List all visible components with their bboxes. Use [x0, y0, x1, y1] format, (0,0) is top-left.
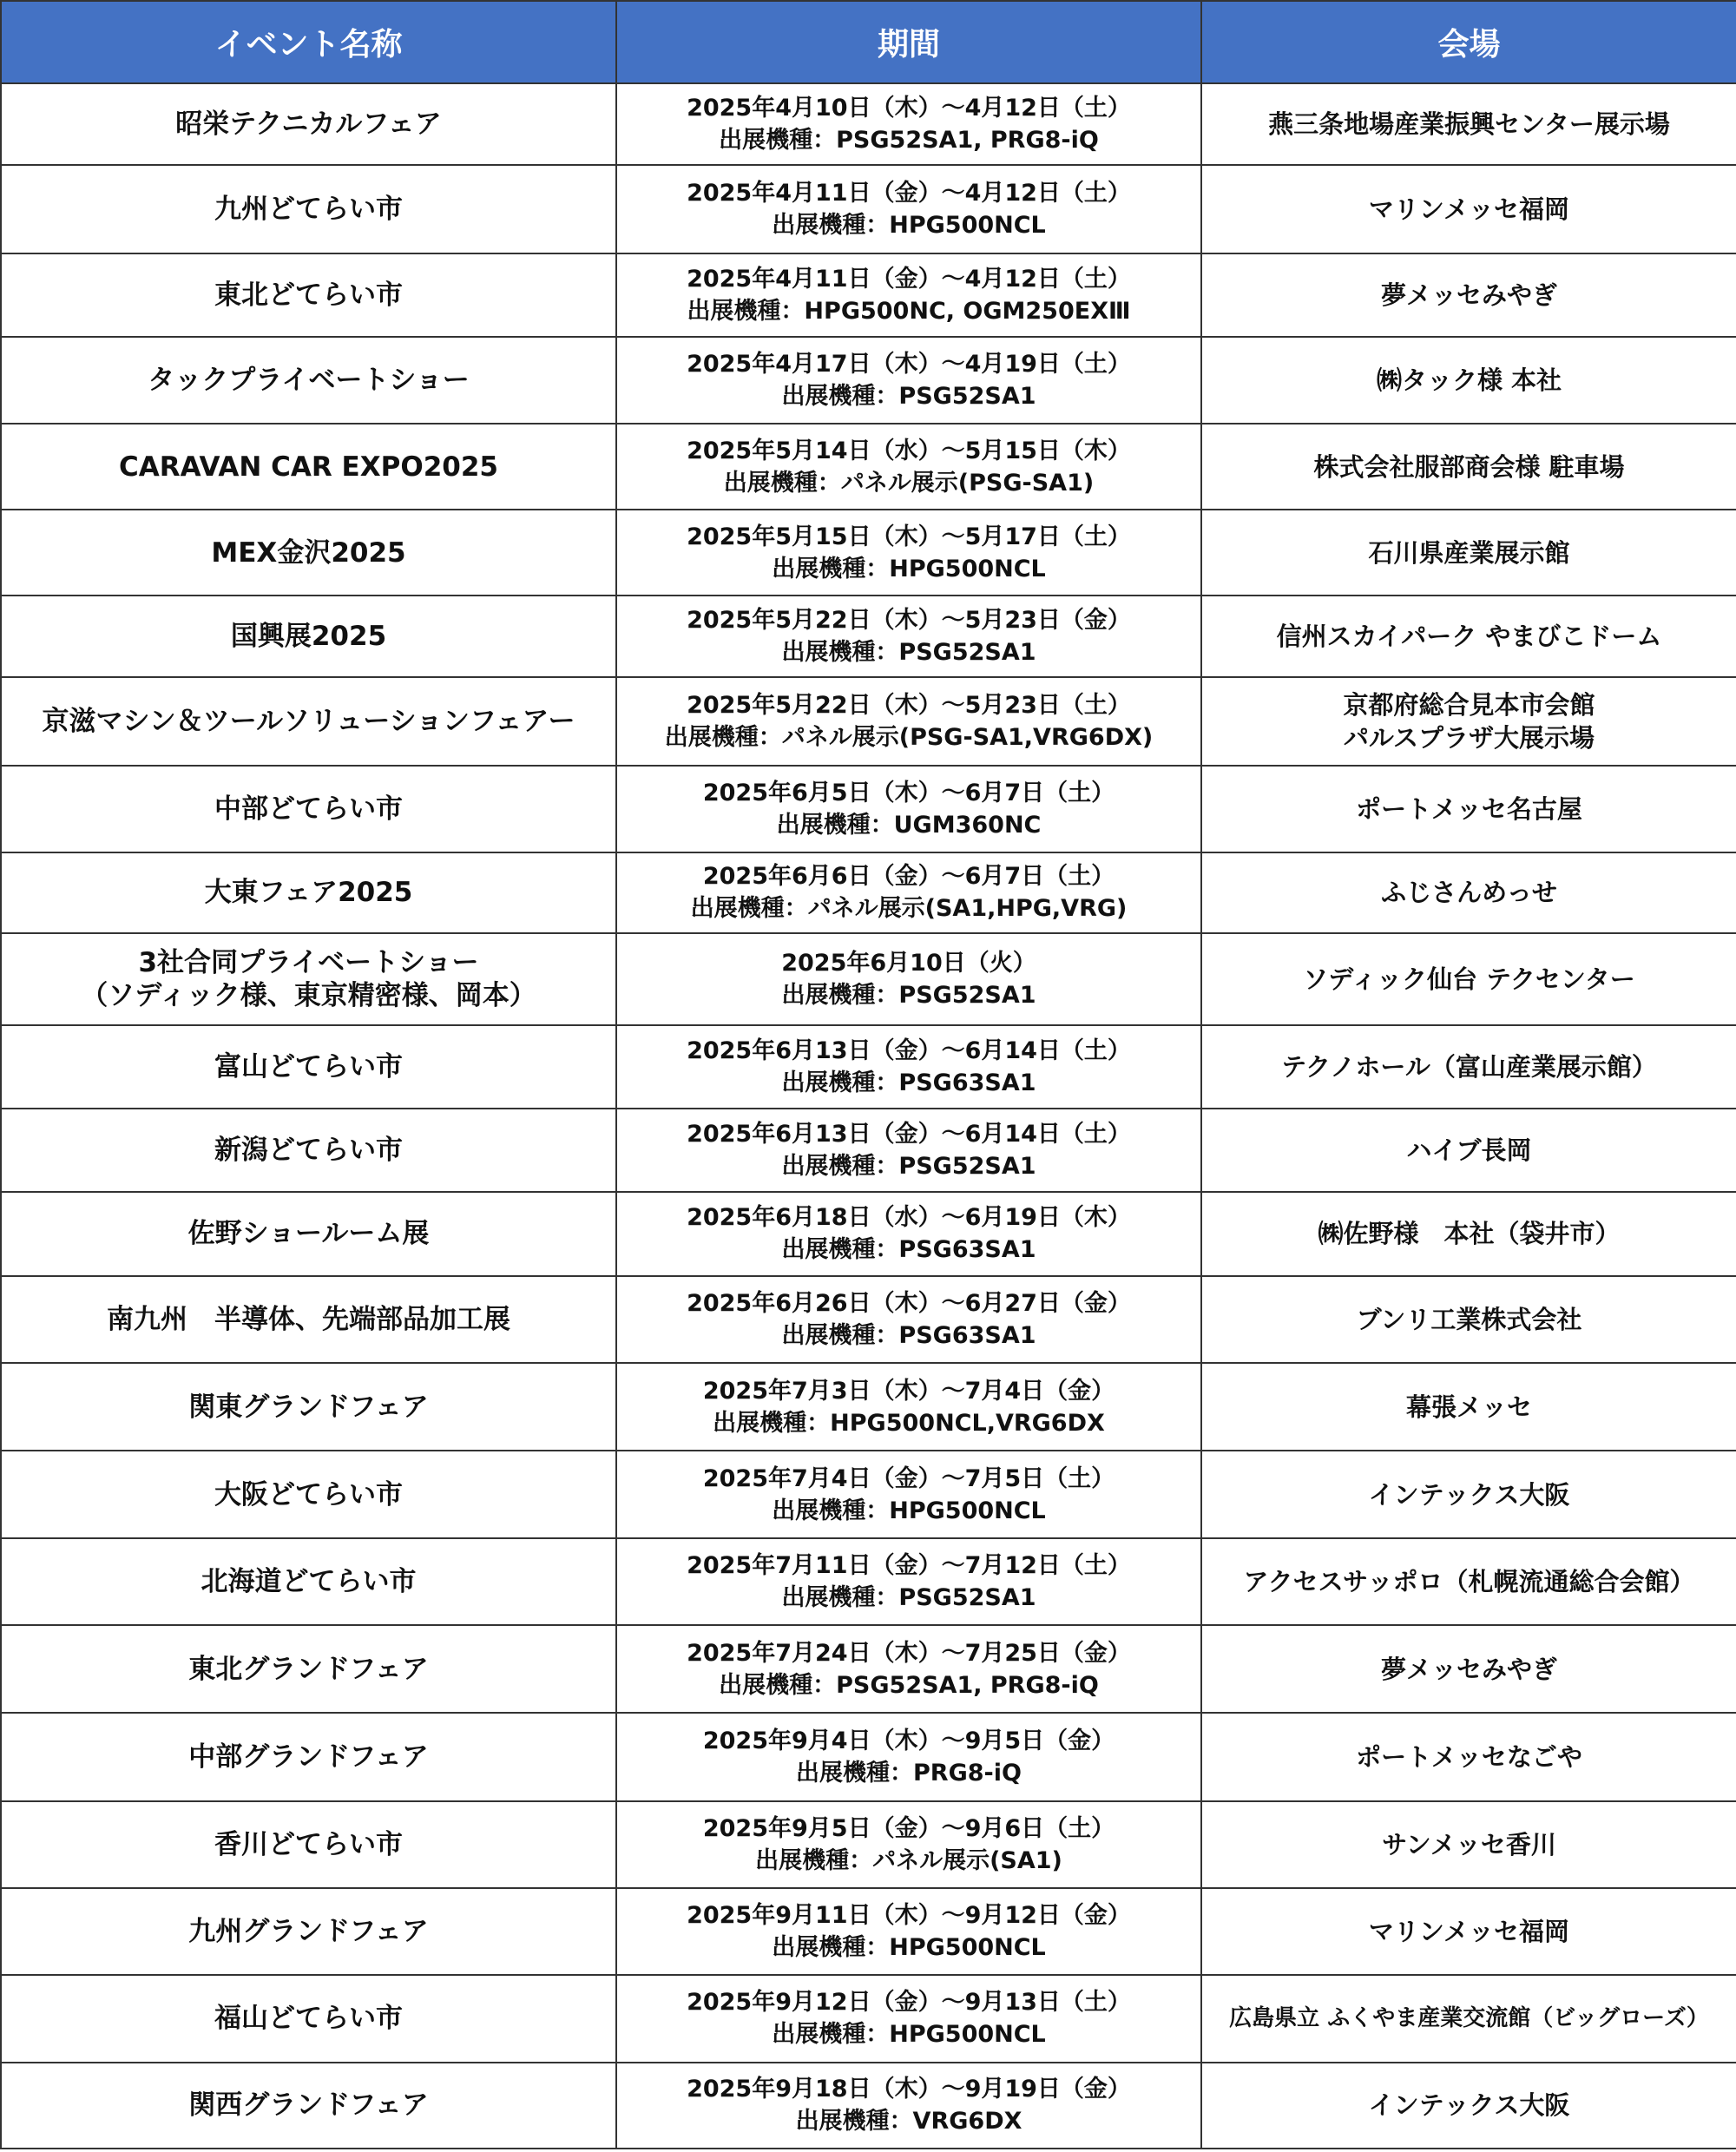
event-name-cell [1, 2063, 616, 2149]
period-line: 2025年7月4日（金）～7月5日（土） [702, 1464, 1115, 1492]
period-cell [616, 2063, 1201, 2149]
period-line: 2025年5月22日（木）～5月23日（土） [687, 691, 1131, 719]
venue-line: 夢メッセみやぎ [1380, 280, 1557, 311]
event-name-cell [1, 596, 616, 677]
table-row [1, 2063, 1736, 2149]
event-name-cell [1, 253, 616, 337]
venue-cell [1201, 1276, 1736, 1363]
event-name-cell [1, 766, 616, 852]
period-line: 出展機種：パネル展示(SA1,HPG,VRG) [690, 895, 1128, 923]
event-name-line: 国興展2025 [230, 621, 387, 653]
event-name-cell [1, 1538, 616, 1625]
period-line: 出展機種：パネル展示(PSG-SA1) [723, 469, 1095, 497]
period-line: 2025年9月5日（金）～9月6日（土） [702, 1814, 1115, 1842]
event-name-line: 北海道どてらい市 [201, 1566, 417, 1598]
event-name-line: 富山どてらい市 [214, 1050, 403, 1083]
venue-line: 信州スカイパーク やまびこドーム [1276, 622, 1662, 652]
venue-cell [1201, 83, 1736, 165]
event-name-line: 中部グランドフェア [188, 1741, 429, 1773]
period-cell [616, 253, 1201, 337]
venue-cell [1201, 165, 1736, 253]
period-line: 出展機種：パネル展示(PSG-SA1,VRG6DX) [664, 723, 1154, 751]
event-name-line: タックプライベートショー [148, 365, 470, 397]
event-name-cell [1, 424, 616, 510]
period-cell [616, 510, 1201, 596]
period-line: 2025年6月13日（金）～6月14日（土） [687, 1037, 1131, 1064]
table-row [1, 1713, 1736, 1800]
period-line: 2025年6月13日（金）～6月14日（土） [687, 1120, 1131, 1148]
table-row [1, 933, 1736, 1025]
period-cell [616, 1975, 1201, 2063]
event-name-line: 東北どてらい市 [214, 280, 403, 312]
period-cell [616, 83, 1201, 165]
period-line: 2025年9月11日（木）～9月12日（金） [687, 1901, 1131, 1929]
venue-cell [1201, 2063, 1736, 2149]
period-line: 2025年4月11日（金）～4月12日（土） [687, 180, 1131, 207]
table-row [1, 596, 1736, 677]
table-row [1, 1538, 1736, 1625]
table-row [1, 677, 1736, 765]
period-line: 2025年7月11日（金）～7月12日（土） [687, 1552, 1131, 1580]
period-line: 出展機種：PSG52SA1 [781, 1152, 1036, 1180]
period-line: 2025年7月24日（木）～7月25日（金） [687, 1639, 1131, 1667]
event-name-cell [1, 1276, 616, 1363]
venue-line: マリンメッセ福岡 [1368, 194, 1570, 225]
period-cell [616, 677, 1201, 765]
venue-cell [1201, 1363, 1736, 1451]
period-cell [616, 1109, 1201, 1192]
venue-cell [1201, 852, 1736, 933]
venue-line: 幕張メッセ [1405, 1392, 1532, 1422]
venue-line: 株式会社服部商会様 駐車場 [1313, 451, 1625, 482]
table-row [1, 1192, 1736, 1276]
period-line: 2025年4月17日（木）～4月19日（土） [687, 351, 1131, 378]
event-name-cell [1, 1888, 616, 1975]
event-name-cell [1, 1713, 616, 1800]
table-row [1, 1451, 1736, 1538]
event-name-cell [1, 1451, 616, 1538]
period-cell [616, 933, 1201, 1025]
period-line: 2025年5月14日（水）～5月15日（木） [687, 437, 1131, 464]
venue-line: パルスプラザ大展示場 [1343, 722, 1595, 753]
period-line: 出展機種：PRG8-iQ [796, 1759, 1022, 1787]
venue-line: ブンリ工業株式会社 [1356, 1304, 1582, 1334]
period-line: 出展機種：PSG52SA1, PRG8-iQ [719, 127, 1099, 154]
venue-cell [1201, 1025, 1736, 1109]
venue-line: 京都府総合見本市会館 [1343, 689, 1595, 720]
period-line: 出展機種：PSG63SA1 [781, 1321, 1036, 1349]
period-line: 出展機種：PSG52SA1 [781, 383, 1036, 411]
period-cell [616, 1713, 1201, 1800]
period-line: 出展機種：VRG6DX [795, 2108, 1023, 2136]
venue-cell [1201, 933, 1736, 1025]
period-line: 2025年6月26日（木）～6月27日（金） [687, 1289, 1131, 1317]
period-line: 2025年9月4日（木）～9月5日（金） [702, 1727, 1115, 1754]
venue-cell [1201, 596, 1736, 677]
event-name-line: 大東フェア2025 [204, 877, 413, 909]
venue-line: ソディック仙台 テクセンター [1303, 964, 1635, 994]
table-row [1, 1025, 1736, 1109]
event-name-line: 中部どてらい市 [214, 793, 403, 825]
period-cell [616, 1451, 1201, 1538]
table-row [1, 165, 1736, 253]
event-name-line: CARAVAN CAR EXPO2025 [119, 451, 498, 483]
event-name-line: 南九州 半導体、先端部品加工展 [107, 1303, 510, 1335]
period-cell [616, 337, 1201, 424]
period-line: 出展機種：HPG500NCL,VRG6DX [713, 1409, 1105, 1437]
period-line: 出展機種：PSG52SA1, PRG8-iQ [719, 1671, 1099, 1699]
venue-cell [1201, 1538, 1736, 1625]
table-row [1, 83, 1736, 165]
venue-line: テクノホール（富山産業展示館） [1281, 1051, 1657, 1082]
period-line: 2025年4月10日（木）～4月12日（土） [687, 95, 1131, 122]
venue-cell [1201, 510, 1736, 596]
venue-cell [1201, 1801, 1736, 1888]
period-cell [616, 1025, 1201, 1109]
venue-line: 石川県産業展示館 [1368, 537, 1570, 568]
venue-line: インテックス大阪 [1368, 1479, 1570, 1510]
table-row [1, 253, 1736, 337]
event-name-cell [1, 1363, 616, 1451]
venue-cell [1201, 337, 1736, 424]
table-row [1, 766, 1736, 852]
period-line: 出展機種：UGM360NC [776, 811, 1042, 839]
period-cell [616, 1276, 1201, 1363]
period-line: 2025年5月22日（木）～5月23日（金） [687, 607, 1131, 635]
table-row [1, 1888, 1736, 1975]
table-row [1, 1625, 1736, 1713]
venue-cell [1201, 1713, 1736, 1800]
period-line: 出展機種：PSG52SA1 [781, 1584, 1036, 1612]
period-line: 出展機種：HPG500NC, OGM250EXⅢ [687, 298, 1131, 326]
event-name-line: 香川どてらい市 [214, 1828, 403, 1860]
period-line: 出展機種：PSG52SA1 [781, 981, 1036, 1009]
venue-cell [1201, 1451, 1736, 1538]
table-row [1, 510, 1736, 596]
period-cell [616, 1538, 1201, 1625]
table-row [1, 337, 1736, 424]
period-cell [616, 1801, 1201, 1888]
period-line: 2025年6月6日（金）～6月7日（土） [702, 863, 1115, 891]
event-name-line: 関西グランドフェア [188, 2089, 429, 2122]
venue-cell [1201, 766, 1736, 852]
event-name-line: 大阪どてらい市 [214, 1478, 403, 1510]
period-cell [616, 596, 1201, 677]
period-line: 出展機種：HPG500NCL [772, 555, 1046, 582]
venue-line: 燕三条地場産業振興センター展示場 [1268, 109, 1670, 139]
venue-cell [1201, 1109, 1736, 1192]
venue-line: インテックス大阪 [1368, 2090, 1570, 2121]
event-name-line: 関東グランドフェア [188, 1391, 429, 1423]
table-row [1, 1801, 1736, 1888]
venue-line: ハイブ長岡 [1406, 1135, 1532, 1165]
venue-cell [1201, 253, 1736, 337]
event-name-cell [1, 1801, 616, 1888]
event-name-line: 佐野ショールーム展 [187, 1218, 430, 1250]
venue-line: ㈱タック様 本社 [1376, 365, 1562, 396]
event-name-line: 福山どてらい市 [214, 2003, 403, 2035]
period-line: 2025年9月18日（木）～9月19日（金） [687, 2076, 1131, 2103]
header-venue: 会場 [1201, 1, 1736, 83]
period-line: 出展機種：HPG500NCL [772, 1933, 1046, 1961]
venue-line: サンメッセ香川 [1382, 1829, 1556, 1859]
period-cell [616, 165, 1201, 253]
period-line: 出展機種：パネル展示(SA1) [755, 1846, 1062, 1874]
venue-line: マリンメッセ福岡 [1368, 1916, 1570, 1946]
table-row [1, 1276, 1736, 1363]
venue-cell [1201, 424, 1736, 510]
header-period: 期間 [616, 1, 1201, 83]
table-row [1, 424, 1736, 510]
period-line: 2025年6月5日（木）～6月7日（土） [702, 779, 1115, 806]
venue-line: 夢メッセみやぎ [1380, 1654, 1557, 1684]
header-event-name: イベント名称 [1, 1, 616, 83]
event-name-line: 九州どてらい市 [214, 194, 403, 226]
period-line: 2025年4月11日（金）～4月12日（土） [687, 266, 1131, 293]
period-cell [616, 766, 1201, 852]
period-cell [616, 1192, 1201, 1276]
period-cell [616, 1363, 1201, 1451]
event-name-cell [1, 1625, 616, 1713]
event-name-line: 九州グランドフェア [188, 1915, 429, 1947]
event-name-line: 東北グランドフェア [188, 1653, 429, 1685]
venue-line: ふじさんめっせ [1381, 878, 1557, 908]
period-line: 2025年5月15日（木）～5月17日（土） [687, 523, 1131, 550]
event-name-cell [1, 1109, 616, 1192]
period-line: 出展機種：PSG63SA1 [781, 1069, 1036, 1096]
period-line: 出展機種：PSG52SA1 [781, 639, 1036, 667]
event-name-cell [1, 337, 616, 424]
event-name-line: 3社合同プライベートショー [138, 946, 479, 978]
table-row [1, 1975, 1736, 2063]
venue-line: ㈱佐野様 本社（袋井市） [1318, 1219, 1621, 1249]
event-name-cell [1, 83, 616, 165]
venue-line: 広島県立 ふくやま産業交流館（ビッグローズ） [1229, 2005, 1709, 2032]
event-name-cell [1, 1975, 616, 2063]
event-name-cell [1, 1025, 616, 1109]
venue-cell [1201, 677, 1736, 765]
event-name-line: 新潟どてらい市 [214, 1134, 403, 1166]
venue-cell [1201, 1192, 1736, 1276]
period-line: 出展機種：PSG63SA1 [781, 1236, 1036, 1264]
period-line: 出展機種：HPG500NCL [772, 1497, 1046, 1524]
period-cell [616, 1625, 1201, 1713]
table-row [1, 852, 1736, 933]
period-cell [616, 1888, 1201, 1975]
venue-cell [1201, 1888, 1736, 1975]
table-row [1, 1363, 1736, 1451]
header-row [1, 1, 1736, 83]
event-name-cell [1, 165, 616, 253]
table-row [1, 1109, 1736, 1192]
event-name-cell [1, 510, 616, 596]
event-name-line: （ソディック様、東京精密様、岡本） [81, 979, 536, 1011]
period-line: 2025年7月3日（木）～7月4日（金） [702, 1377, 1115, 1405]
event-name-cell [1, 933, 616, 1025]
period-line: 出展機種：HPG500NCL [772, 2021, 1046, 2049]
venue-line: ポートメッセ名古屋 [1356, 793, 1582, 824]
period-line: 2025年6月10日（火） [781, 949, 1036, 977]
venue-line: ポートメッセなごや [1356, 1741, 1582, 1772]
event-name-line: 昭栄テクニカルフェア [175, 109, 442, 140]
event-name-line: MEX金沢2025 [211, 536, 406, 569]
event-name-cell [1, 852, 616, 933]
period-line: 出展機種：HPG500NCL [772, 212, 1046, 240]
venue-line: アクセスサッポロ（札幌流通総合会館） [1243, 1567, 1695, 1597]
event-name-cell [1, 1192, 616, 1276]
event-name-line: 京滋マシン＆ツールソリューションフェアー [42, 705, 575, 737]
event-name-cell [1, 677, 616, 765]
period-line: 2025年6月18日（水）～6月19日（木） [687, 1204, 1131, 1232]
period-cell [616, 424, 1201, 510]
venue-cell [1201, 1625, 1736, 1713]
period-line: 2025年9月12日（金）～9月13日（土） [687, 1989, 1131, 2017]
venue-cell [1201, 1975, 1736, 2063]
period-cell [616, 852, 1201, 933]
